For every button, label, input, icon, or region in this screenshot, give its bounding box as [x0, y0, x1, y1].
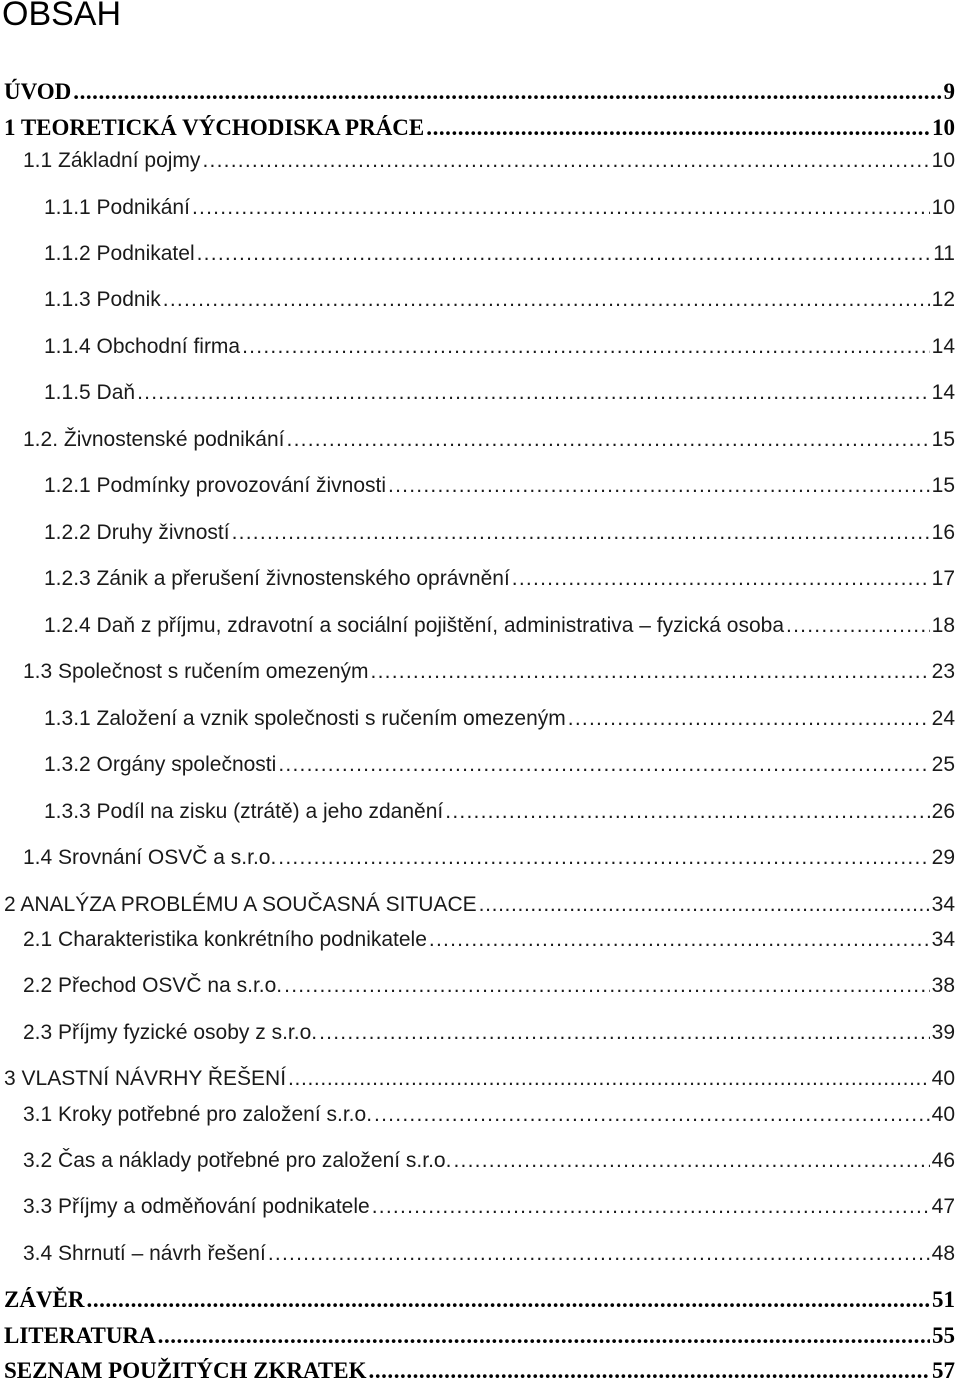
toc-dot-leader	[319, 1017, 930, 1049]
toc-dot-leader	[371, 656, 930, 688]
toc-entry-label: 1.4 Srovnání OSVČ a s.r.o.	[23, 846, 277, 869]
toc-entry-page-number: 40	[931, 1103, 955, 1126]
toc-dot-leader	[426, 112, 930, 144]
toc-entry-page-number: 38	[931, 974, 955, 997]
toc-entry[interactable]	[44, 284, 955, 316]
toc-entry[interactable]	[44, 703, 955, 735]
toc-entry-label: 3.2 Čas a náklady potřebné pro založení s.r.o.	[23, 1149, 452, 1172]
toc-entry-label: 1.2.2 Druhy živností	[44, 521, 230, 544]
toc-dot-leader	[137, 377, 930, 409]
toc-entry-page-number: 14	[931, 335, 955, 358]
toc-entry-page-number: 10	[932, 115, 955, 140]
toc-entry-label: 3.4 Shrnutí – návrh řešení	[23, 1242, 266, 1265]
toc-dot-leader	[158, 1320, 930, 1352]
toc-dot-leader	[268, 1238, 930, 1270]
toc-entry[interactable]	[23, 145, 955, 177]
toc-entry-page-number: 34	[931, 928, 955, 951]
toc-entry-label: 2.1 Charakteristika konkrétního podnikatele	[23, 928, 427, 951]
toc-dot-leader	[786, 610, 930, 642]
toc-entry[interactable]	[44, 517, 955, 549]
toc-entry-page-number: 47	[931, 1195, 955, 1218]
toc-entry[interactable]	[44, 749, 955, 781]
toc-entry[interactable]	[23, 842, 955, 874]
toc-dot-leader	[445, 796, 929, 828]
page-title: OBSAH	[2, 0, 122, 33]
toc-entry-page-number: 29	[931, 846, 955, 869]
toc-dot-leader	[288, 1063, 930, 1095]
toc-entry[interactable]	[4, 1355, 955, 1387]
toc-entry-page-number: 10	[931, 149, 955, 172]
toc-entry-label: 1.1.2 Podnikatel	[44, 242, 195, 265]
toc-entry-page-number: 46	[931, 1149, 955, 1172]
toc-entry-label: 3.1 Kroky potřebné pro založení s.r.o.	[23, 1103, 373, 1126]
toc-entry[interactable]	[4, 889, 955, 921]
toc-dot-leader	[202, 145, 929, 177]
toc-dot-leader	[192, 192, 930, 224]
toc-entry[interactable]	[23, 924, 955, 956]
toc-dot-leader	[242, 331, 930, 363]
toc-entry-page-number: 26	[931, 800, 955, 823]
toc-dot-leader	[197, 238, 932, 270]
toc-entry-page-number: 17	[931, 567, 955, 590]
toc-entry-label: LITERATURA	[4, 1323, 156, 1348]
toc-entry-label: ÚVOD	[4, 79, 72, 104]
toc-entry-label: 1.3.1 Založení a vznik společnosti s ručením omezeným	[44, 707, 566, 730]
toc-entry-label: 1.1.5 Daň	[44, 381, 136, 404]
toc-entry-page-number: 40	[931, 1067, 955, 1090]
toc-entry-label: 1.3.2 Orgány společnosti	[44, 753, 277, 776]
toc-entry[interactable]	[44, 192, 955, 224]
toc-entry[interactable]	[23, 970, 955, 1002]
toc-entry-page-number: 9	[943, 79, 955, 104]
toc-entry[interactable]	[4, 1063, 955, 1095]
toc-dot-leader	[278, 749, 929, 781]
toc-entry[interactable]	[23, 656, 955, 688]
toc-entry[interactable]	[23, 1099, 955, 1131]
toc-entry[interactable]	[23, 424, 955, 456]
toc-entry-label: SEZNAM POUŽITÝCH ZKRATEK	[4, 1358, 367, 1383]
toc-entry-page-number: 15	[931, 428, 955, 451]
toc-entry[interactable]	[4, 1320, 955, 1352]
toc-dot-leader	[287, 424, 930, 456]
toc-entry-label: 1.3.3 Podíl na zisku (ztrátě) a jeho zdanění	[44, 800, 444, 823]
toc-dot-leader	[73, 76, 941, 108]
toc-dot-leader	[284, 970, 930, 1002]
toc-entry[interactable]	[23, 1145, 955, 1177]
toc-dot-leader	[278, 842, 929, 874]
toc-dot-leader	[453, 1145, 929, 1177]
toc-dot-leader	[374, 1099, 930, 1131]
toc-entry[interactable]	[44, 796, 955, 828]
toc-dot-leader	[87, 1284, 930, 1316]
toc-entry[interactable]	[23, 1191, 955, 1223]
toc-entry-label: 1.2. Živnostenské podnikání	[23, 428, 285, 451]
toc-entry-label: 1.2.4 Daň z příjmu, zdravotní a sociální pojištění, administrativa – fyzická osoba	[44, 614, 785, 637]
toc-entry-page-number: 48	[931, 1242, 955, 1265]
toc-entry-page-number: 34	[931, 893, 955, 916]
toc-entry-label: 1.1 Základní pojmy	[23, 149, 201, 172]
toc-entry[interactable]	[44, 377, 955, 409]
toc-entry-page-number: 57	[932, 1358, 955, 1383]
toc-entry[interactable]	[44, 470, 955, 502]
toc-entry-page-number: 11	[933, 242, 955, 265]
toc-entry-page-number: 25	[931, 753, 955, 776]
toc-dot-leader	[512, 563, 930, 595]
toc-entry-label: 3.3 Příjmy a odměňování podnikatele	[23, 1195, 370, 1218]
toc-entry-label: 1.3 Společnost s ručením omezeným	[23, 660, 369, 683]
toc-entry-label: 2.2 Přechod OSVČ na s.r.o.	[23, 974, 283, 997]
toc-entry[interactable]	[23, 1017, 955, 1049]
toc-entry-page-number: 16	[931, 521, 955, 544]
toc-entry[interactable]	[4, 76, 955, 108]
toc-entry-page-number: 12	[931, 288, 955, 311]
toc-entry-label: 1.1.4 Obchodní firma	[44, 335, 241, 358]
toc-entry-label: 2 ANALÝZA PROBLÉMU A SOUČASNÁ SITUACE	[4, 893, 477, 916]
toc-entry-page-number: 23	[931, 660, 955, 683]
toc-entry-page-number: 18	[931, 614, 955, 637]
toc-entry[interactable]	[4, 112, 955, 144]
toc-entry-page-number: 24	[931, 707, 955, 730]
toc-entry[interactable]	[44, 331, 955, 363]
toc-entry[interactable]	[4, 1284, 955, 1316]
toc-entry[interactable]	[44, 238, 955, 270]
toc-entry-label: 1.2.1 Podmínky provozování živnosti	[44, 474, 387, 497]
toc-entry[interactable]	[23, 1238, 955, 1270]
toc-dot-leader	[163, 284, 930, 316]
toc-entry-label: 2.3 Příjmy fyzické osoby z s.r.o.	[23, 1021, 318, 1044]
toc-entry-page-number: 39	[931, 1021, 955, 1044]
toc-dot-leader	[568, 703, 930, 735]
toc-entry-label: 3 VLASTNÍ NÁVRHY ŘEŠENÍ	[4, 1067, 287, 1090]
toc-entry-page-number: 55	[932, 1323, 955, 1348]
toc-entry-label: 1 TEORETICKÁ VÝCHODISKA PRÁCE	[4, 115, 425, 140]
toc-entry-label: 1.1.3 Podnik	[44, 288, 161, 311]
toc-entry-label: 1.2.3 Zánik a přerušení živnostenského oprávnění	[44, 567, 510, 590]
toc-dot-leader	[232, 517, 930, 549]
toc-dot-leader	[372, 1191, 930, 1223]
toc-entry-label: 1.1.1 Podnikání	[44, 196, 190, 219]
toc-entry-page-number: 14	[931, 381, 955, 404]
toc-entry-page-number: 51	[932, 1287, 955, 1312]
toc-entry-page-number: 15	[931, 474, 955, 497]
toc-entry-label: ZÁVĚR	[4, 1287, 85, 1312]
toc-entry[interactable]	[44, 610, 955, 642]
toc-dot-leader	[429, 924, 930, 956]
toc-dot-leader	[479, 889, 930, 921]
toc-entry-page-number: 10	[931, 196, 955, 219]
toc-dot-leader	[388, 470, 930, 502]
toc-dot-leader	[369, 1355, 930, 1387]
toc-entry[interactable]	[44, 563, 955, 595]
